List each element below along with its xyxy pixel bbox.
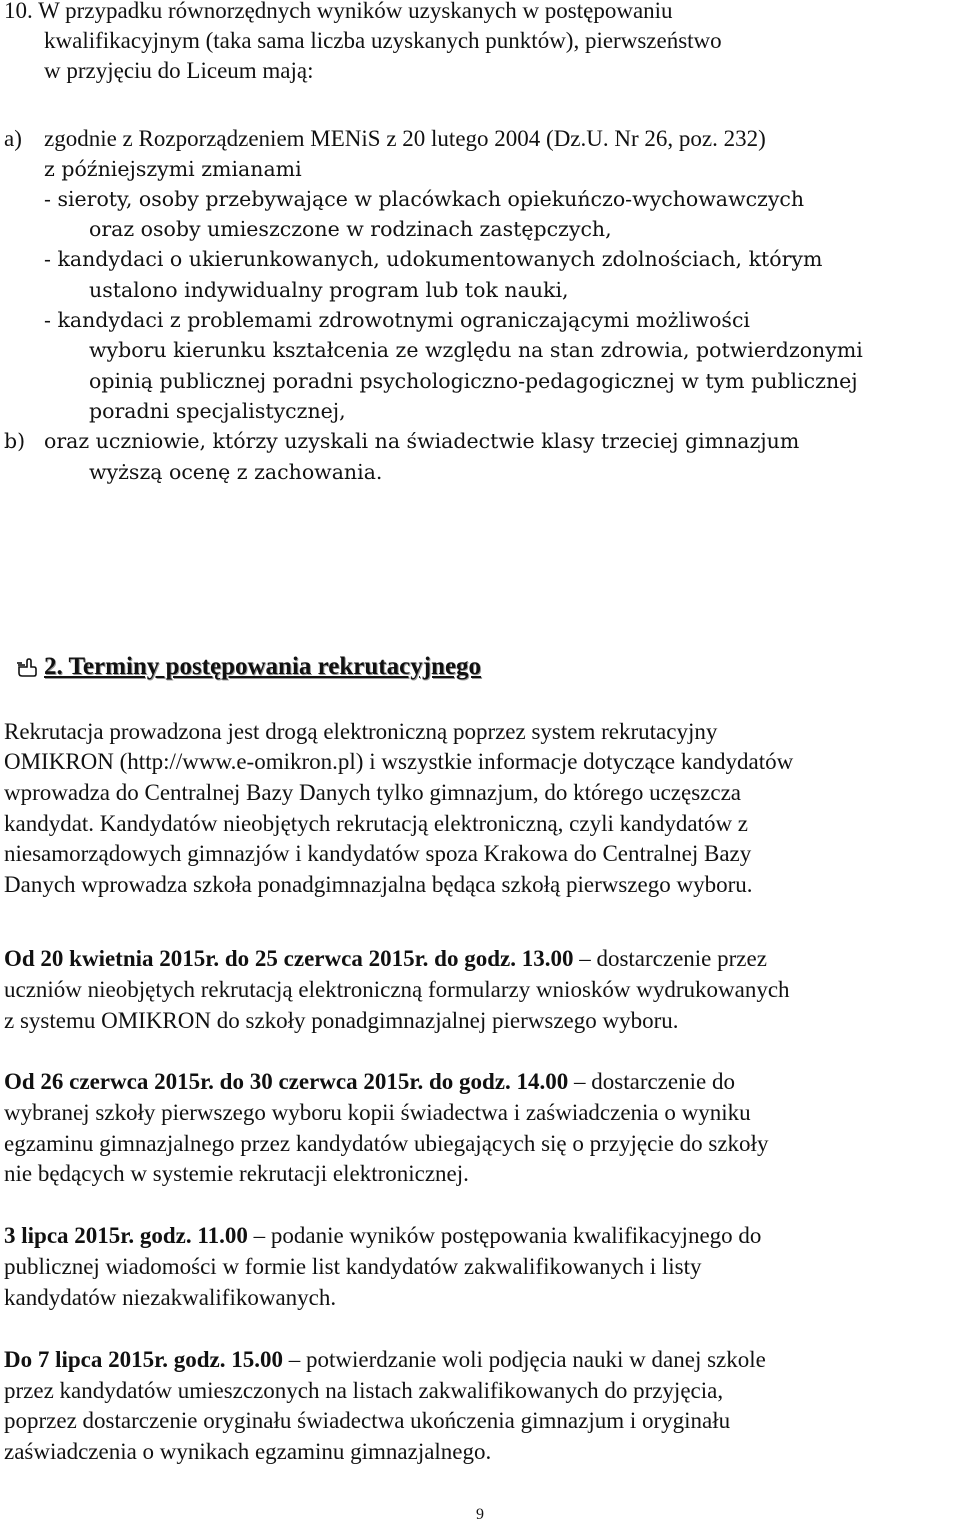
list-item-b-line: wyższą ocenę z zachowania.	[89, 460, 383, 484]
section-heading	[16, 650, 481, 684]
list-item-a-line: oraz osoby umieszczone w rodzinach zastępczych,	[89, 217, 612, 241]
schedule-item-first-line	[4, 1067, 956, 1097]
paragraph-line: OMIKRON (http://www.e-omikron.pl) i wszystkie informacje dotyczące kandydatów	[4, 749, 794, 774]
section-title: 2. Terminy postępowania rekrutacyjnego	[44, 653, 482, 680]
list-item-a-line: wyboru kierunku kształcenia ze względu na stan zdrowia, potwierdzonymi	[89, 338, 863, 362]
schedule-line: wybranej szkoły pierwszego wyboru kopii świadectwa i zaświadczenia o wyniku	[4, 1100, 751, 1125]
schedule-desc: podanie wyników postępowania kwalifikacyjnego do	[270, 1223, 762, 1248]
paragraph-line: Rekrutacja prowadzona jest drogą elektroniczną poprzez system rekrutacyjny	[4, 719, 718, 744]
schedule-line: kandydatów niezakwalifikowanych.	[4, 1285, 337, 1310]
paragraph-line: 10. W przypadku równorzędnych wyników uzyskanych w postępowaniu	[4, 0, 673, 23]
paragraph-line: niesamorządowych gimnazjów i kandydatów spoza Krakowa do Centralnej Bazy	[4, 841, 752, 866]
schedule-dash: –	[579, 946, 591, 971]
schedule-date: 3 lipca 2015r. godz. 11.00	[4, 1223, 248, 1248]
list-item-b-line: oraz uczniowie, którzy uzyskali na świadectwie klasy trzeciej gimnazjum	[44, 429, 800, 453]
schedule-line: egzaminu gimnazjalnego przez kandydatów ubiegających się o przyjęcie do szkoły	[4, 1131, 769, 1156]
list-item-a-line: z późniejszymi zmianami	[44, 157, 302, 181]
schedule-line: uczniów nieobjętych rekrutacją elektroniczną formularzy wniosków wydrukowanych	[4, 977, 790, 1002]
list-item-a-line: poradni specjalistycznej,	[89, 399, 346, 423]
hand-pointer-icon	[16, 655, 38, 677]
list-item-a-line: zgodnie z Rozporządzeniem MENiS z 20 lutego 2004 (Dz.U. Nr 26, poz. 232)	[44, 126, 766, 151]
schedule-item-first-line	[4, 1345, 956, 1375]
schedule-line: przez kandydatów umieszczonych na listach zakwalifikowanych do przyjęcia,	[4, 1378, 724, 1403]
schedule-date: Od 26 czerwca 2015r. do 30 czerwca 2015r. do godz. 14.00	[4, 1069, 569, 1094]
schedule-date: Do 7 lipca 2015r. godz. 15.00	[4, 1347, 283, 1372]
list-item-a-line: - sieroty, osoby przebywające w placówkach opiekuńczo-wychowawczych	[44, 187, 805, 211]
list-item-a-line: - kandydaci z problemami zdrowotnymi ograniczającymi możliwości	[44, 308, 750, 332]
schedule-line: poprzez dostarczenie oryginału świadectwa ukończenia gimnazjum i oryginału	[4, 1408, 731, 1433]
paragraph-line: Danych wprowadza szkoła ponadgimnazjalna będąca szkołą pierwszego wyboru.	[4, 872, 753, 897]
list-marker-b: b)	[4, 429, 26, 453]
schedule-line: nie będących w systemie rekrutacji elektronicznej.	[4, 1161, 469, 1186]
schedule-desc: dostarczenie do	[591, 1069, 735, 1094]
schedule-line: z systemu OMIKRON do szkoły ponadgimnazjalnej pierwszego wyboru.	[4, 1008, 679, 1033]
schedule-date: Od 20 kwietnia 2015r. do 25 czerwca 2015r. do godz. 13.00	[4, 946, 574, 971]
list-item-a-line: - kandydaci o ukierunkowanych, udokumentowanych zdolnościach, którym	[44, 247, 823, 271]
schedule-line: zaświadczenia o wynikach egzaminu gimnazjalnego.	[4, 1439, 492, 1464]
schedule-item-first-line	[4, 1221, 956, 1251]
schedule-dash: –	[253, 1223, 266, 1248]
schedule-desc: dostarczenie przez	[596, 946, 767, 971]
page-number: 9	[476, 1506, 484, 1523]
list-item-a-line: ustalono indywidualny program lub tok nauki,	[89, 278, 569, 302]
paragraph-line: wprowadza do Centralnej Bazy Danych tylko gimnazjum, do którego uczęszcza	[4, 780, 742, 805]
paragraph-line: kandydat. Kandydatów nieobjętych rekrutacją elektroniczną, czyli kandydatów z	[4, 811, 749, 836]
list-marker-a: a)	[4, 126, 22, 151]
schedule-dash: –	[574, 1069, 586, 1094]
schedule-item-first-line	[4, 944, 956, 974]
paragraph-line: kwalifikacyjnym (taka sama liczba uzyskanych punktów), pierwszeństwo	[44, 28, 722, 53]
schedule-line: publicznej wiadomości w formie list kandydatów zakwalifikowanych i listy	[4, 1254, 702, 1279]
schedule-dash: –	[288, 1347, 301, 1372]
schedule-desc: potwierdzanie woli podjęcia nauki w danej szkole	[306, 1347, 766, 1372]
list-item-a-line: opinią publicznej poradni psychologiczno-pedagogicznej w tym publicznej	[89, 369, 858, 393]
paragraph-line: w przyjęciu do Liceum mają:	[44, 58, 314, 83]
